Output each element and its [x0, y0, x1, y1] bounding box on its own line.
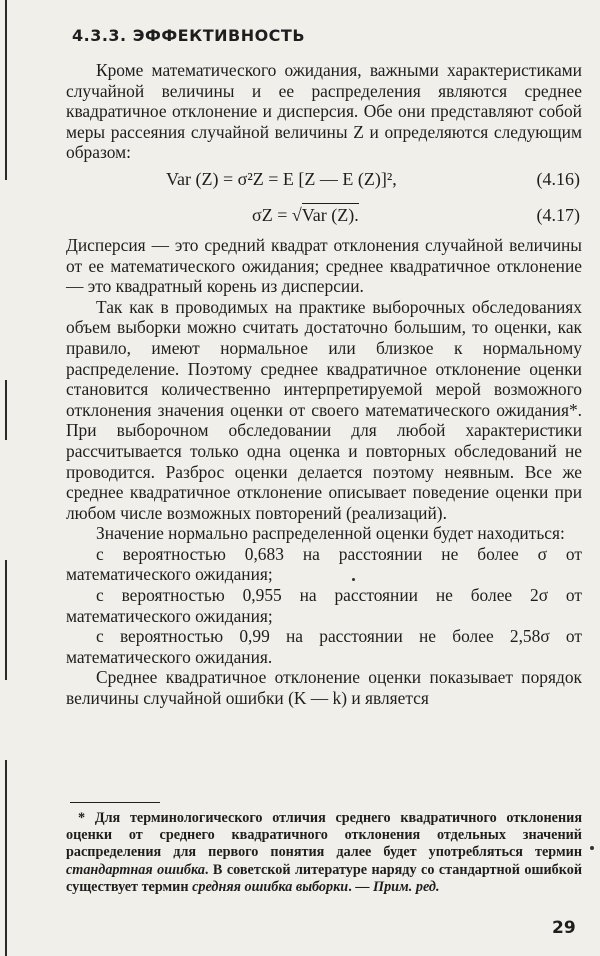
scan-speck: [590, 846, 594, 850]
formula-lhs: σZ = √: [252, 204, 302, 225]
scan-edge-line: [5, 380, 7, 440]
footnote-text: Для терминологического отличия среднего квадратичного отклонения оценки от среднего квадратичного отклонения отдельных значений распределения для первого понятия далее будет употребляться термин: [66, 810, 583, 861]
scan-edge-line: [5, 560, 7, 680]
page-number: 29: [552, 918, 576, 938]
footnote-term: средняя ошибка выборки: [192, 878, 349, 895]
list-item: с вероятностью 0,683 на расстоянии не более σ от математического ожидания;: [66, 543, 582, 585]
paragraph: Среднее квадратичное отклонение оценки показывает порядок величины случайной ошибки (K — k) и является: [66, 667, 582, 709]
formula-4-16: [66, 163, 582, 199]
footnote-marker: *: [78, 810, 86, 826]
paragraph: Так как в проводимых на практике выборочных обследованиях объем выборки можно считать достаточно большим, то оценки, как правило, имеют нормальное или близкое к нормальному распределение. Поэтому среднее квадратичное отклонение оценки становится количественно интерпретируемой мерой возможного отклонения значения оценки от своего математического ожидания*. При выборочном обследовании для любой характеристики рассчитывается только одна оценка и повторных обследований не проводится. Разброс оценки делается поэтому неявным. Все же среднее квадратичное отклонение описывает поведение оценки при любом числе возможных повторений (реализаций).: [66, 296, 582, 523]
formula-number: (4.16): [536, 168, 580, 189]
list-item: с вероятностью 0,99 на расстоянии не более 2,58σ от математического ожидания.: [66, 626, 582, 667]
formula-expression: [252, 205, 359, 226]
section-title: 4.3.3. ЭФФЕКТИВНОСТЬ: [72, 26, 306, 45]
paragraph: Значение нормально распределенной оценки будет находиться:: [96, 523, 565, 544]
list-item: с вероятностью 0,955 на расстоянии не более 2σ от математического ожидания;: [66, 585, 582, 626]
scan-edge-line: [5, 760, 7, 956]
paragraph: Дисперсия — это средний квадрат отклонения случайной величины от ее математического ожидания; среднее квадратичное отклонение — это квадратный корень из дисперсии.: [66, 234, 582, 297]
formula-number: (4.17): [536, 204, 580, 225]
paragraph: Кроме математического ожидания, важными характеристиками случайной величины и ее распределения являются среднее квадратичное отклонение и дисперсия. Обе они представляют собой меры рассеяния случайной величины Z и определяются следующим образом:: [66, 60, 582, 163]
scan-edge-line: [5, 0, 7, 180]
formula-4-17: [66, 199, 582, 235]
footnote-text: . —: [348, 878, 370, 895]
footnote-credit: Прим. ред.: [373, 878, 440, 895]
footnote-text: . В советской литературе наряду со стандартной ошибкой существует термин: [66, 861, 582, 895]
formula-radicand: Var (Z).: [301, 204, 359, 225]
scan-speck: [352, 578, 355, 581]
footnote-term: стандартная ошибка: [66, 861, 205, 878]
footnote-divider: [70, 802, 160, 803]
body-text: [66, 60, 582, 709]
formula-expression: Var (Z) = σ²Z = E [Z — E (Z)]²,: [166, 168, 397, 189]
footnote: [66, 810, 582, 896]
